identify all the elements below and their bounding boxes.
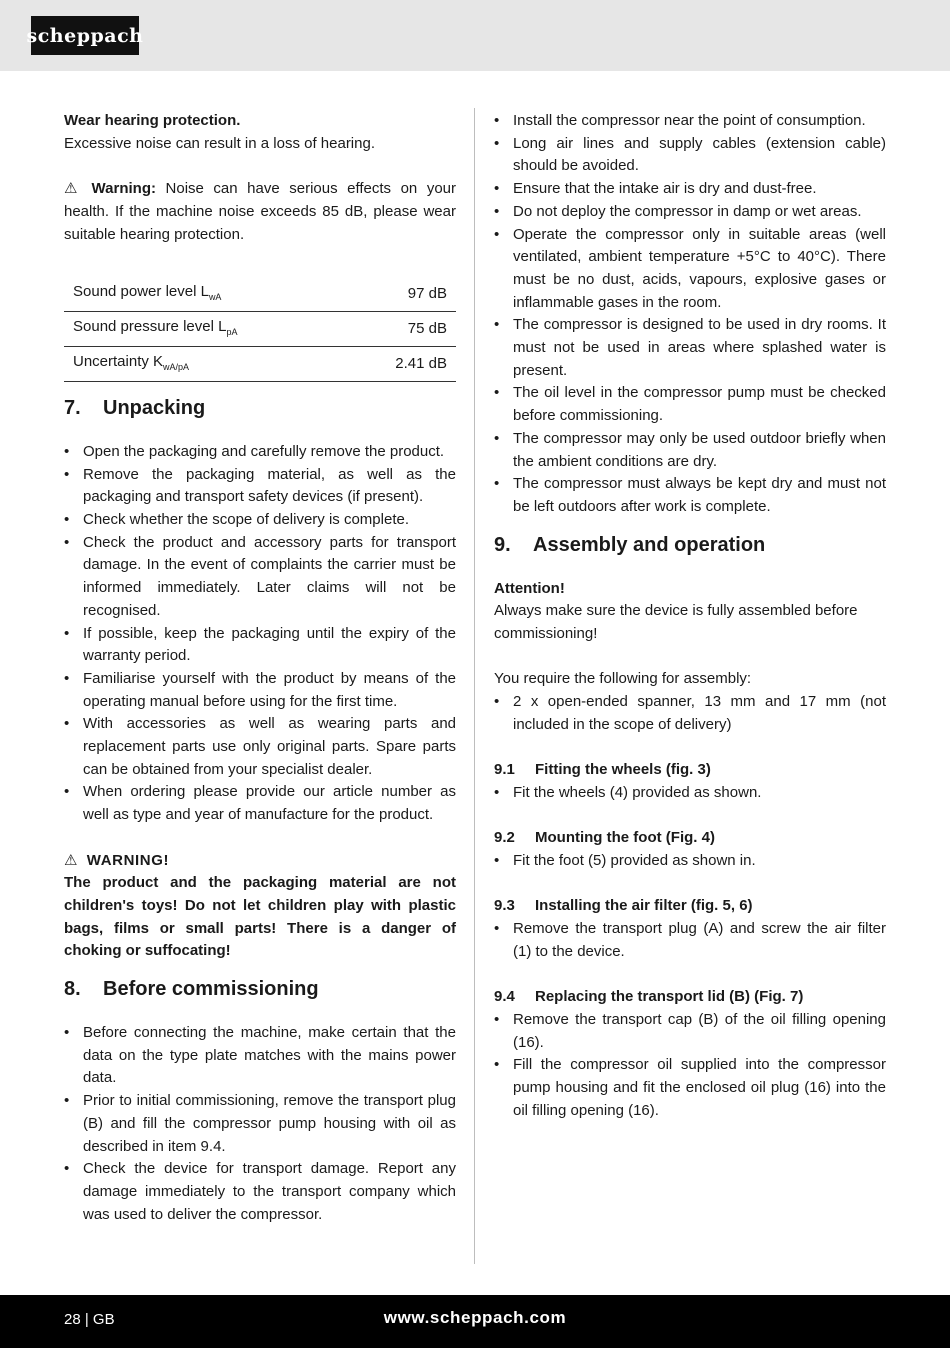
sound-label: Sound power level L	[73, 282, 209, 300]
sound-value: 2.41 dB	[348, 346, 456, 381]
subsection-heading	[494, 827, 886, 850]
spacer	[494, 805, 886, 828]
list-item: • Remove the transport cap (B) of the oil filling opening (16).	[494, 1009, 886, 1054]
sound-row	[64, 311, 456, 346]
subsection-title: Installing the air filter (fig. 5, 6)	[535, 897, 753, 915]
subsection-heading	[494, 759, 886, 782]
warning-triangle-icon: ⚠	[64, 180, 78, 198]
spacer	[494, 873, 886, 896]
warning2-heading: ⚠ WARNING!	[64, 850, 456, 873]
require-text: You require the following for assembly:	[494, 670, 752, 688]
list-item: • Before connecting the machine, make certain that the data on the type plate matches with the mains power data.	[64, 1022, 456, 1090]
subsection-title: Mounting the foot (Fig. 4)	[535, 829, 715, 847]
subsection-list	[494, 782, 886, 805]
sound-row	[64, 277, 456, 312]
list-item: • Check the device for transport damage. Report any damage immediately to the transport company which was used to deliver the compressor.	[64, 1158, 456, 1226]
hearing-text: Excessive noise can result in a loss of hearing.	[64, 134, 375, 152]
left-column	[64, 110, 456, 1226]
list-item: • The oil level in the compressor pump must be checked before commissioning.	[494, 382, 886, 427]
section-7-heading: 7. Unpacking	[64, 396, 206, 419]
list-item: • The compressor must always be kept dry and must not be left outdoors after work is complete.	[494, 473, 886, 518]
footer-bar	[0, 1295, 950, 1348]
list-item: • Do not deploy the compressor in damp or wet areas.	[494, 201, 886, 224]
warning-text: Noise can have serious effects on your health. If the machine noise exceeds 85 dB, please wear suitable hearing protection.	[64, 180, 456, 243]
list-item: • Operate the compressor only in suitable areas (well ventilated, ambient temperature +5°C to 40°C). There must be no dust, acids, vapours, explosive gases or inflammable gases in the room.	[494, 224, 886, 315]
list-item: • Check whether the scope of delivery is complete.	[64, 509, 456, 532]
website-url: www.scheppach.com	[383, 1308, 567, 1327]
subsection-list	[494, 850, 886, 873]
list-item: • Ensure that the intake air is dry and dust-free.	[494, 178, 886, 201]
sound-subscript: wA/pA	[163, 361, 190, 372]
list-item: • The compressor is designed to be used in dry rooms. It must not be used in areas where splashed water is present.	[494, 314, 886, 382]
list-item: • Fit the wheels (4) provided as shown.	[494, 782, 886, 805]
list-item: • Remove the packaging material, as well as the packaging and transport safety devices (if present).	[64, 464, 456, 509]
commissioning-list-continued	[494, 110, 886, 519]
header-bar	[0, 0, 950, 71]
sound-subscript: wA	[208, 291, 222, 302]
page-number: 28 | GB	[64, 1311, 115, 1328]
warning-triangle-icon: ⚠	[64, 851, 79, 869]
list-item: • With accessories as well as wearing parts and replacement parts use only original parts. Spare parts can be obtained from your specialist dealer.	[64, 713, 456, 781]
list-item: • 2 x open-ended spanner, 13 mm and 17 mm (not included in the scope of delivery)	[494, 691, 886, 736]
sound-level-table	[64, 277, 456, 382]
sound-value: 75 dB	[348, 311, 456, 346]
subsection-list	[494, 918, 886, 963]
list-item: • The compressor may only be used outdoor briefly when the ambient conditions are dry.	[494, 428, 886, 473]
subsection-title: Fitting the wheels (fig. 3)	[535, 761, 711, 779]
subsection-heading	[494, 986, 886, 1009]
subsection-number: 9.1	[494, 761, 515, 779]
list-item: • Open the packaging and carefully remove the product.	[64, 441, 456, 464]
list-item: • Check the product and accessory parts for transport damage. In the event of complaints the carrier must be informed immediately. Later claims will not be recognised.	[64, 532, 456, 623]
section-title: Unpacking	[103, 396, 206, 419]
subsection-list	[494, 1009, 886, 1123]
spacer	[494, 737, 886, 760]
subsection-number: 9.3	[494, 897, 515, 915]
column-divider	[474, 108, 475, 1264]
sound-label-cell	[64, 277, 348, 312]
sound-label-cell	[64, 311, 348, 346]
sound-subscript: pA	[226, 326, 238, 337]
unpacking-list	[64, 441, 456, 827]
require-list	[494, 691, 886, 736]
attention-label: Attention!	[494, 579, 565, 597]
hearing-title: Wear hearing protection.	[64, 112, 241, 129]
subsection-number: 9.2	[494, 829, 515, 847]
subsection-title: Replacing the transport lid (B) (Fig. 7)	[535, 988, 804, 1006]
warning-label: Warning:	[91, 180, 156, 198]
right-column	[494, 110, 886, 1122]
commissioning-list	[64, 1022, 456, 1226]
list-item: • Fit the foot (5) provided as shown in.	[494, 850, 886, 873]
section-9-heading: 9. Assembly and operation	[494, 533, 766, 556]
list-item: • If possible, keep the packaging until the expiry of the warranty period.	[64, 623, 456, 668]
section-title: Assembly and operation	[533, 533, 766, 556]
warning2-text: The product and the packaging material are not children's toys! Do not let children play with plastic bags, films or small parts! There is a danger of choking or suffocating!	[64, 874, 456, 960]
sound-label: Sound pressure level L	[73, 317, 227, 335]
sound-label-cell	[64, 346, 348, 381]
sound-row	[64, 346, 456, 381]
list-item: • Install the compressor near the point of consumption.	[494, 110, 886, 133]
list-item: • Prior to initial commissioning, remove the transport plug (B) and fill the compressor pump housing with oil as described in item 9.4.	[64, 1090, 456, 1158]
section-title: Before commissioning	[103, 978, 319, 1001]
attention-text: Always make sure the device is fully assembled before commissioning!	[494, 602, 858, 643]
subsection-heading	[494, 895, 886, 918]
list-item: • Fill the compressor oil supplied into the compressor pump housing and fit the enclosed oil plug (16) into the oil filling opening (16).	[494, 1054, 886, 1122]
section-8-heading: 8. Before commissioning	[64, 978, 319, 1001]
subsection-number: 9.4	[494, 988, 515, 1006]
list-item: • When ordering please provide our article number as well as type and year of manufacture for the product.	[64, 781, 456, 826]
list-item: • Remove the transport plug (A) and screw the air filter (1) to the device.	[494, 918, 886, 963]
noise-warning	[64, 178, 456, 246]
sound-value: 97 dB	[348, 277, 456, 312]
scheppach-logo: scheppach	[31, 16, 139, 55]
list-item: • Long air lines and supply cables (extension cable) should be avoided.	[494, 133, 886, 178]
list-item: • Familiarise yourself with the product by means of the operating manual before using for the first time.	[64, 668, 456, 713]
spacer	[494, 964, 886, 987]
sound-label: Uncertainty K	[73, 352, 164, 370]
